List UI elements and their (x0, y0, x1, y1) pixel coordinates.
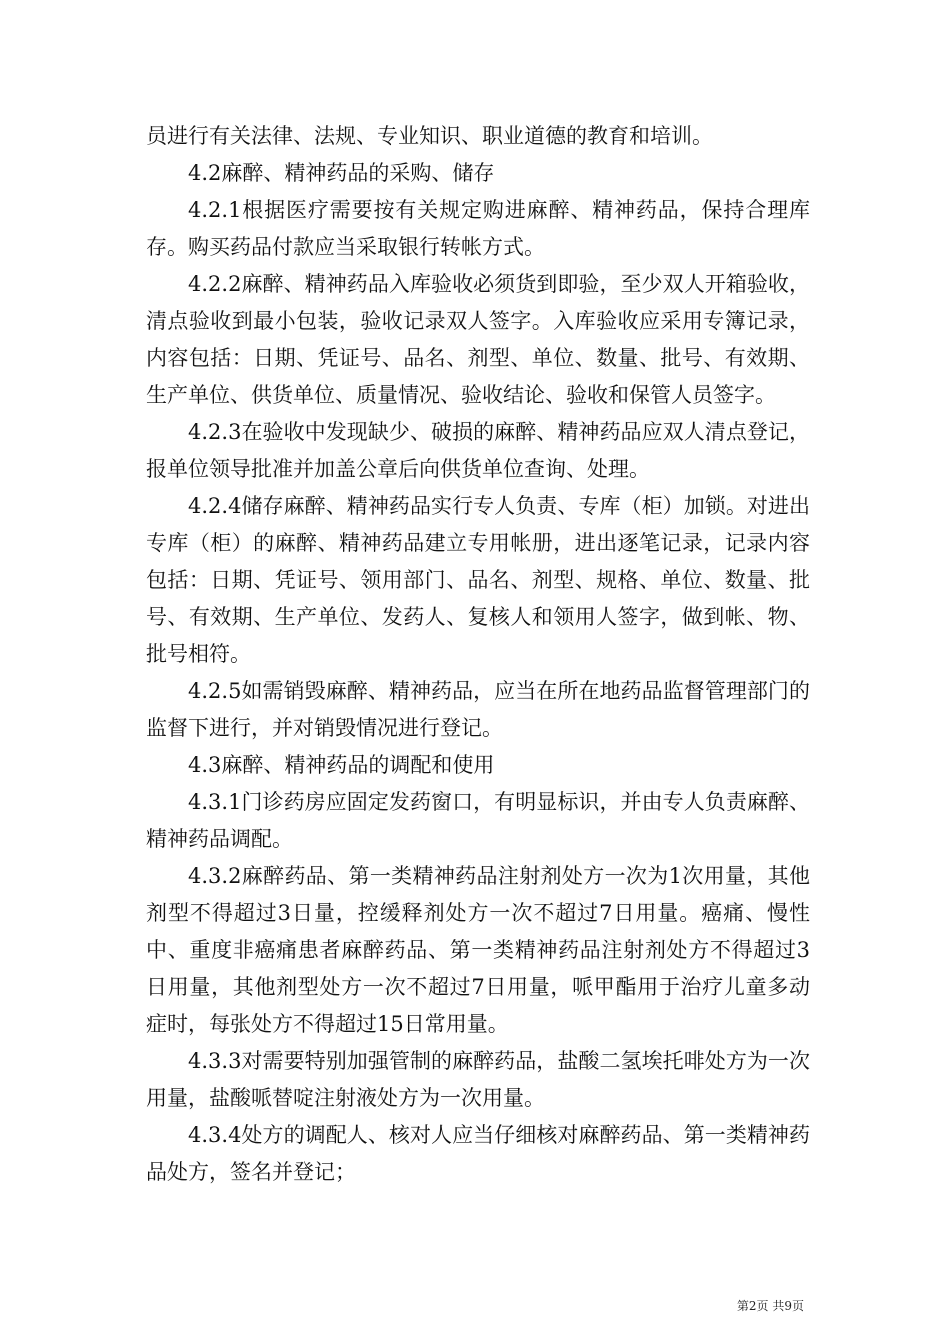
paragraph: 4.2.4储存麻醉、精神药品实行专人负责、专库（柜）加锁。对进出专库（柜）的麻醉、精神药品建立专用帐册，进出逐笔记录，记录内容包括：日期、凭证号、领用部门、品名、剂型、规格、单位、数量、批号、有效期、生产单位、发药人、复核人和领用人签字，做到帐、物、批号相符。 (146, 494, 810, 666)
page-number: 第2页 共9页 (736, 1299, 804, 1313)
paragraph: 4.3.1门诊药房应固定发药窗口，有明显标识，并由专人负责麻醉、精神药品调配。 (146, 790, 810, 851)
paragraph: 4.3.2麻醉药品、第一类精神药品注射剂处方一次为1次用量，其他剂型不得超过3日量，控缓释剂处方一次不超过7日用量。癌痛、慢性中、重度非癌痛患者麻醉药品、第一类精神药品注射剂处方不得超过3日用量，其他剂型处方一次不超过7日用量，哌甲酯用于治疗儿童多动症时，每张处方不得超过15日常用量。 (146, 864, 810, 1036)
paragraph: 4.2.1根据医疗需要按有关规定购进麻醉、精神药品，保持合理库存。购买药品付款应当采取银行转帐方式。 (146, 198, 810, 259)
section-heading: 4.3麻醉、精神药品的调配和使用 (188, 753, 495, 777)
paragraph: 4.2.2麻醉、精神药品入库验收必须货到即验，至少双人开箱验收，清点验收到最小包装，验收记录双人签字。入库验收应采用专簿记录，内容包括：日期、凭证号、品名、剂型、单位、数量、批号、有效期、生产单位、供货单位、质量情况、验收结论、验收和保管人员签字。 (146, 272, 810, 407)
section-heading: 4.2麻醉、精神药品的采购、储存 (188, 161, 495, 185)
paragraph: 员进行有关法律、法规、专业知识、职业道德的教育和培训。 (146, 124, 713, 148)
paragraph: 4.2.5如需销毁麻醉、精神药品，应当在所在地药品监督管理部门的监督下进行，并对销毁情况进行登记。 (146, 679, 810, 740)
document-body (146, 118, 810, 1191)
paragraph: 4.2.3在验收中发现缺少、破损的麻醉、精神药品应双人清点登记，报单位领导批准并加盖公章后向供货单位查询、处理。 (146, 420, 810, 481)
paragraph: 4.3.4处方的调配人、核对人应当仔细核对麻醉药品、第一类精神药品处方，签名并登记； (146, 1123, 810, 1184)
paragraph: 4.3.3对需要特别加强管制的麻醉药品，盐酸二氢埃托啡处方为一次用量，盐酸哌替啶注射液处方为一次用量。 (146, 1049, 810, 1110)
